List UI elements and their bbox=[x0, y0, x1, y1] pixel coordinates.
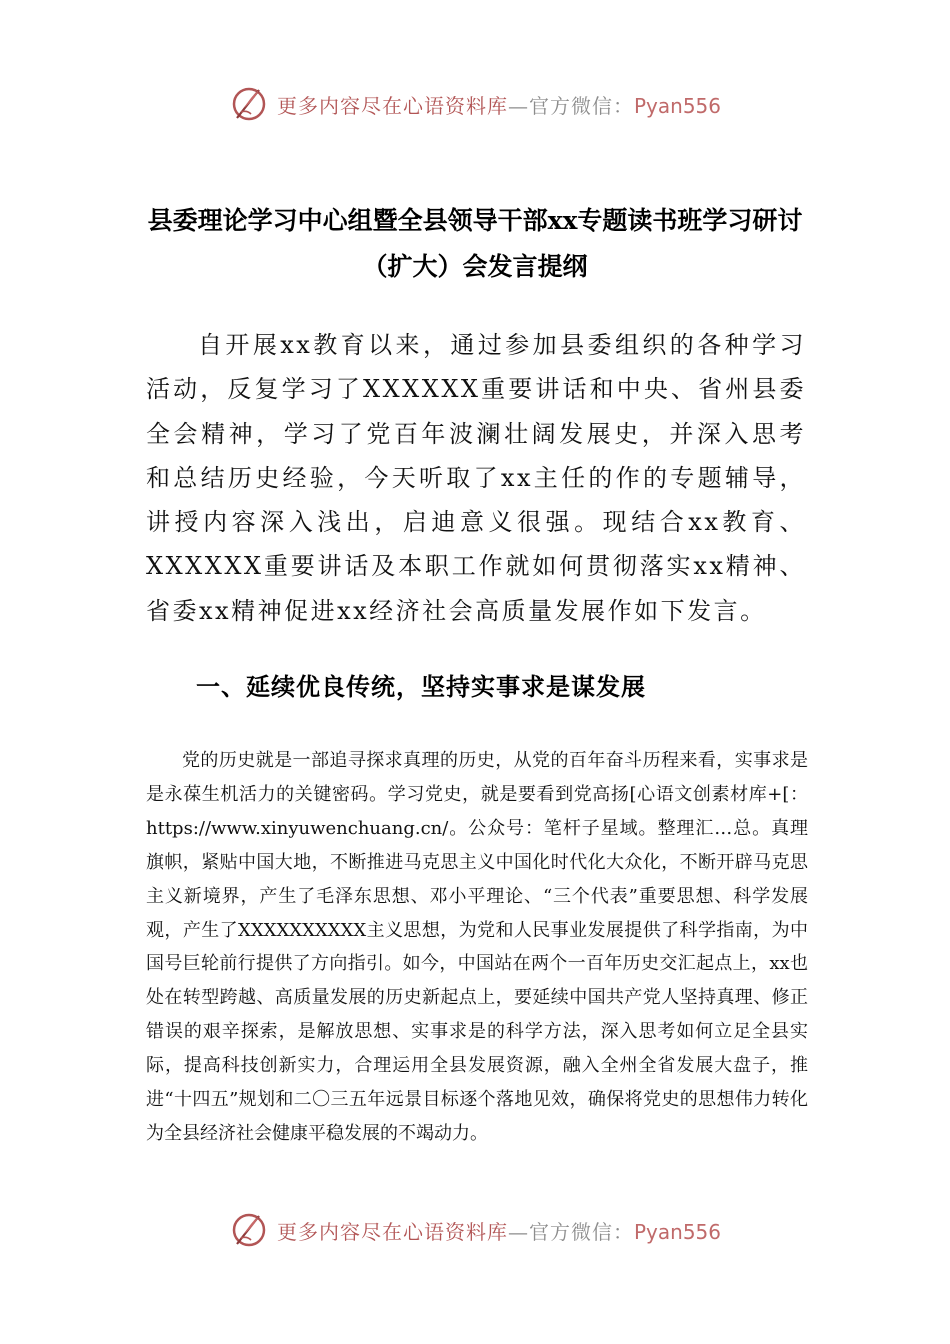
watermark-text bbox=[277, 1216, 721, 1245]
section-1-body: 党的历史就是一部追寻探求真理的历史，从党的百年奋斗历程来看，实事求是是永葆生机活力的关键密码。学习党史，就是要看到党高扬[心语文创素材库+[：https://www.xinyuwenchuang.cn/。公众号：笔杆子星域。整理汇…总。真理旗帜，紧贴中国大地，不断推进马克思主义中国化时代化大众化，不断开辟马克思主义新境界，产生了毛泽东思想、邓小平理论、“三个代表”重要思想、科学发展观，产生了XXXXXXXXXX主义思想，为党和人民事业发展提供了科学指南，为中国号巨轮前行提供了方向指引。如今，中国站在两个一百年历史交汇起点上，xx也处在转型跨越、高质量发展的历史新起点上，要延续中国共产党人坚持真理、修正错误的艰辛探索，是解放思想、实事求是的科学方法，深入思考如何立足全县实际，提高科技创新实力，合理运用全县发展资源，融入全州全省发展大盘子，推进“十四五”规划和二〇三五年远景目标逐个落地见效，确保将党史的思想伟力转化为全县经济社会健康平稳发展的不竭动力。 bbox=[146, 750, 808, 1144]
watermark-label: 官方微信： bbox=[528, 1219, 634, 1244]
watermark-wechat-id: Pyan556 bbox=[633, 93, 721, 118]
header-watermark bbox=[0, 82, 950, 126]
watermark-separator: — bbox=[507, 93, 529, 118]
watermark-wechat-id: Pyan556 bbox=[633, 1219, 721, 1244]
intro-paragraph: 自开展xx教育以来，通过参加县委组织的各种学习活动，反复学习了XXXXXX重要讲话和中央、省州县委全会精神，学习了党百年波澜壮阔发展史，并深入思考和总结历史经验，今天听取了xx主任的作的专题辅导，讲授内容深入浅出，启迪意义很强。现结合xx教育、XXXXXX重要讲话及本职工作就如何贯彻落实xx精神、省委xx精神促进xx经济社会高质量发展作如下发言。 bbox=[146, 331, 806, 625]
watermark-brand: 更多内容尽在心语资料库 bbox=[276, 93, 508, 118]
document-title: 县委理论学习中心组暨全县领导干部xx专题读书班学习研讨（扩大）会发言提纲 bbox=[147, 206, 803, 281]
quill-logo-icon bbox=[229, 84, 269, 124]
quill-logo-icon bbox=[229, 1210, 269, 1250]
footer-watermark bbox=[0, 1208, 950, 1252]
watermark-brand: 更多内容尽在心语资料库 bbox=[276, 1219, 508, 1244]
watermark-text bbox=[277, 90, 721, 119]
watermark-separator: — bbox=[507, 1219, 529, 1244]
watermark-label: 官方微信： bbox=[528, 93, 634, 118]
section-1-heading: 一、延续优良传统，坚持实事求是谋发展 bbox=[196, 673, 646, 701]
